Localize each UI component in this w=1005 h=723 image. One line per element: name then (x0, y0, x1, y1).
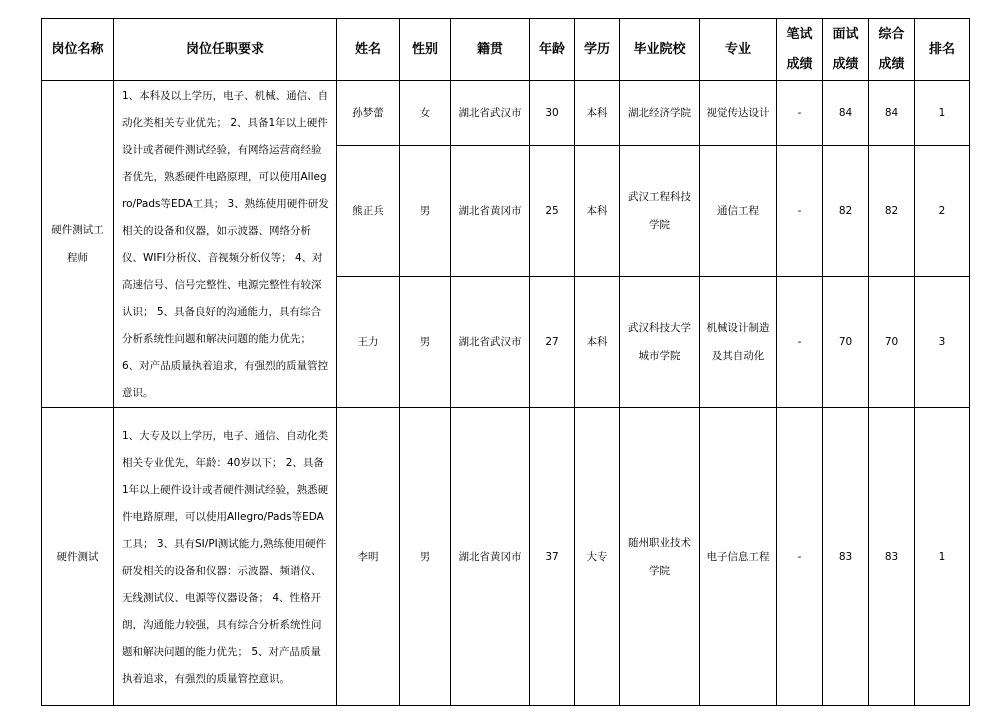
header-written-l1: 笔试 (786, 26, 813, 42)
header-age: 年龄 (530, 19, 575, 81)
interview-cell: 83 (823, 408, 869, 706)
school-l1: 随州职业技术 (628, 536, 691, 549)
gender-cell: 男 (400, 145, 451, 276)
requirements-cell: 1、本科及以上学历，电子、机械、通信、自动化类相关专业优先； 2、具备1年以上硬件设计或者硬件测试经验，有网络运营商经验者优先，熟悉硬件电路原理，可以使用Allegro/Pads等EDA工具； 3、熟练使用硬件研发相关的设备和仪器，如示波器、网络分析仪、WIFI分析仪、音视频分析仪等； 4、对高速信号、信号完整性、电源完整性有较深认识； 5、具备良好的沟通能力，具有综合分析系统性问题和解决问题的能力优先； 6、对产品质量执着追求，有强烈的质量管控意识。 (114, 81, 337, 408)
total-cell: 82 (869, 145, 915, 276)
position-l1: 硬件测试工 (51, 224, 104, 236)
education-cell: 本科 (575, 81, 620, 146)
written-cell: - (777, 276, 823, 407)
total-cell: 84 (869, 81, 915, 146)
major-cell (700, 408, 777, 706)
major-cell (700, 145, 777, 276)
header-interview-l1: 面试 (832, 26, 859, 42)
rank-cell: 3 (915, 276, 970, 407)
age-cell: 30 (530, 81, 575, 146)
total-cell: 70 (869, 276, 915, 407)
school-cell (620, 408, 700, 706)
written-cell: - (777, 81, 823, 146)
origin-cell: 湖北省武汉市 (451, 81, 530, 146)
table-row (42, 81, 970, 146)
education-cell: 本科 (575, 276, 620, 407)
header-total (869, 19, 915, 81)
header-position: 岗位名称 (42, 19, 114, 81)
school-l1: 湖北经济学院 (628, 106, 691, 119)
rank-cell: 1 (915, 81, 970, 146)
header-gender: 性别 (400, 19, 451, 81)
header-education: 学历 (575, 19, 620, 81)
age-cell: 25 (530, 145, 575, 276)
header-row (42, 19, 970, 81)
header-requirements: 岗位任职要求 (114, 19, 337, 81)
results-table (41, 18, 970, 706)
education-cell: 本科 (575, 145, 620, 276)
major-l1: 机械设计制造 (706, 321, 770, 334)
header-total-l2: 成绩 (878, 56, 905, 72)
position-l2: 程师 (67, 252, 88, 264)
header-written (777, 19, 823, 81)
school-cell (620, 276, 700, 407)
school-l2: 学院 (649, 218, 670, 231)
written-cell: - (777, 408, 823, 706)
school-l1: 武汉工程科技 (628, 190, 691, 203)
header-interview-l2: 成绩 (832, 56, 859, 72)
rank-cell: 1 (915, 408, 970, 706)
name-cell: 王力 (337, 276, 400, 407)
rank-cell: 2 (915, 145, 970, 276)
name-cell: 熊正兵 (337, 145, 400, 276)
header-interview (823, 19, 869, 81)
header-rank: 排名 (915, 19, 970, 81)
header-school: 毕业院校 (620, 19, 700, 81)
origin-cell: 湖北省黄冈市 (451, 145, 530, 276)
age-cell: 37 (530, 408, 575, 706)
major-l1: 视觉传达设计 (706, 106, 770, 119)
school-l2: 城市学院 (638, 349, 681, 362)
interview-cell: 70 (823, 276, 869, 407)
header-major: 专业 (700, 19, 777, 81)
gender-cell: 女 (400, 81, 451, 146)
position-l1: 硬件测试 (56, 550, 99, 563)
major-l2: 及其自动化 (711, 349, 765, 362)
interview-cell: 82 (823, 145, 869, 276)
header-written-l2: 成绩 (786, 56, 813, 72)
major-cell (700, 81, 777, 146)
age-cell: 27 (530, 276, 575, 407)
position-cell (42, 81, 114, 408)
school-l2: 学院 (649, 564, 670, 577)
school-cell (620, 145, 700, 276)
name-cell: 李明 (337, 408, 400, 706)
education-cell: 大专 (575, 408, 620, 706)
major-l1: 电子信息工程 (706, 550, 770, 563)
table-row (42, 408, 970, 706)
position-cell (42, 408, 114, 706)
header-origin: 籍贯 (451, 19, 530, 81)
gender-cell: 男 (400, 408, 451, 706)
gender-cell: 男 (400, 276, 451, 407)
written-cell: - (777, 145, 823, 276)
header-total-l1: 综合 (878, 26, 905, 42)
requirements-cell: 1、大专及以上学历，电子、通信、自动化类相关专业优先，年龄：40岁以下； 2、具备1年以上硬件设计或者硬件测试经验，熟悉硬件电路原理，可以使用Allegro/Pads等EDA工具； 3、具有SI/PI测试能力,熟练使用硬件研发相关的设备和仪器：示波器、频谱仪、无线测试仪、电源等仪器设备； 4、性格开朗，沟通能力较强，具有综合分析系统性问题和解决问题的能力优先； 5、对产品质量执着追求，有强烈的质量管控意识。 (114, 408, 337, 706)
major-cell (700, 276, 777, 407)
school-cell (620, 81, 700, 146)
origin-cell: 湖北省黄冈市 (451, 408, 530, 706)
school-l1: 武汉科技大学 (628, 321, 691, 334)
total-cell: 83 (869, 408, 915, 706)
major-l1: 通信工程 (717, 204, 759, 217)
name-cell: 孙梦蕾 (337, 81, 400, 146)
interview-cell: 84 (823, 81, 869, 146)
header-name: 姓名 (337, 19, 400, 81)
origin-cell: 湖北省武汉市 (451, 276, 530, 407)
